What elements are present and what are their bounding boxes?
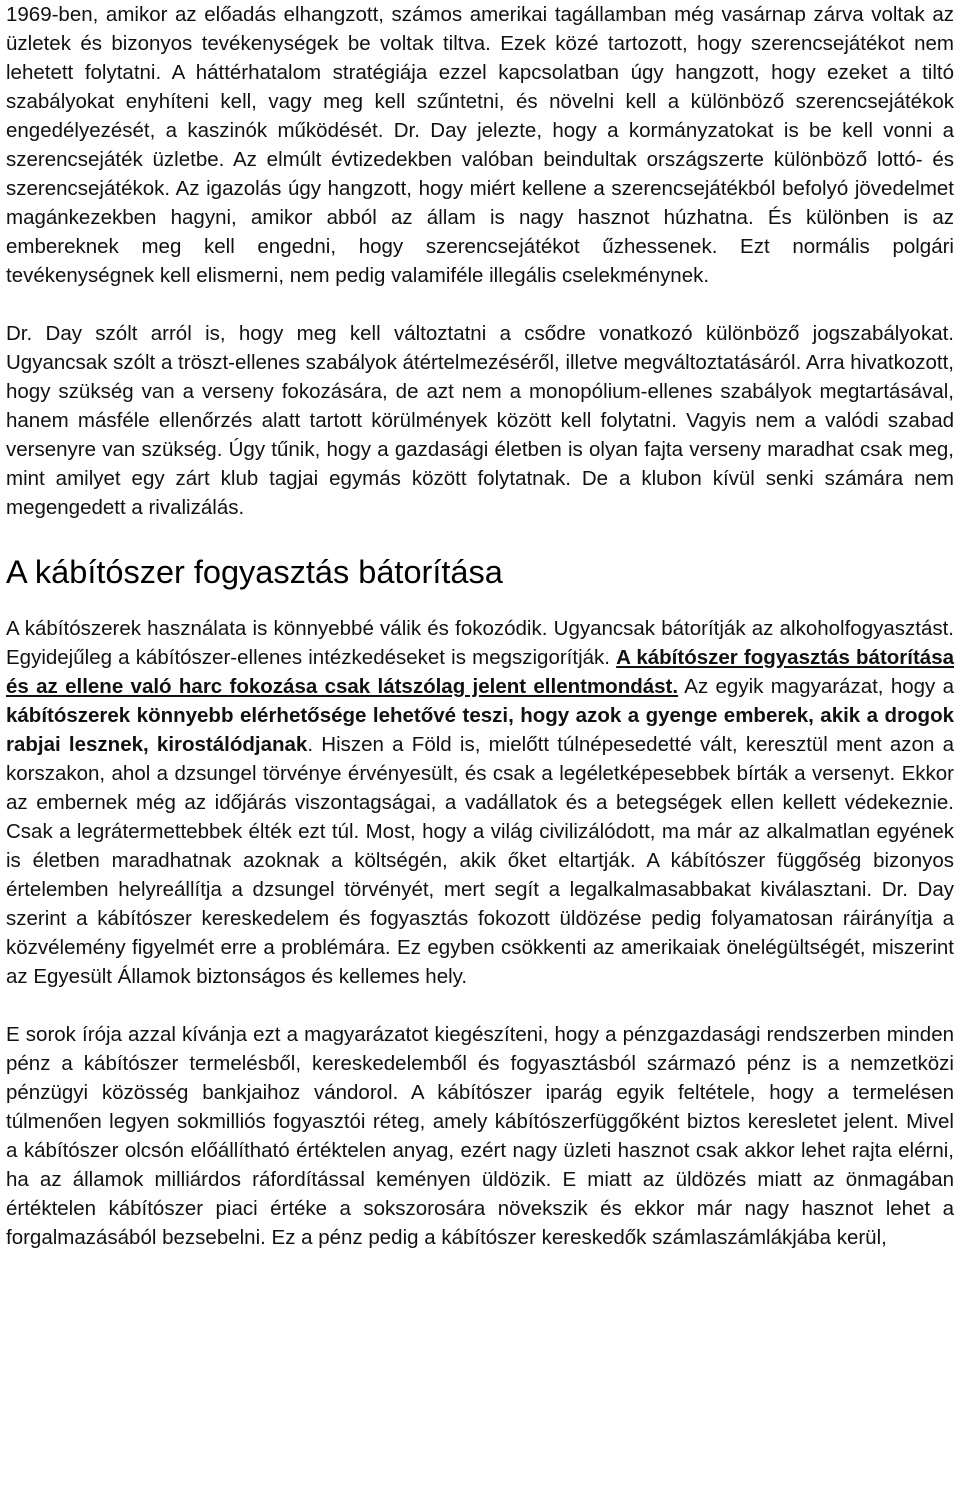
paragraph-gap [6, 290, 954, 319]
section-heading: A kábítószer fogyasztás bátorítása [6, 554, 503, 590]
paragraph-author-comment: E sorok írója azzal kívánja ezt a magyarázatot kiegészíteni, hogy a pénzgazdasági rendszerben minden pénz a kábítószer termelésből, kereskedelemből és fogyasztásból származó pénz is a nemzetközi pénzügyi közösség bankjaihoz vándorol. A kábítószer iparág egyik feltétele, hogy a termelésen túlmenően legyen sokmilliós fogyasztói réteg, amely kábítószerfüggőként biztos keresletet jelent. Mivel a kábítószer olcsón előállítható értéktelen anyag, ezért nagy üzleti hasznot csak akkor lehet rajta elérni, ha az államok milliárdos ráfordítással keményen üldözik. E miatt az üldözés miatt az önmagában értéktelen kábítószer piaci értéke a sokszorosára növekszik és ekkor már nagy hasznot lehet a forgalmazásából bezsebelni. Ez a pénz pedig a kábítószer kereskedők számlaszámlákjába kerül, [6, 1023, 954, 1249]
drugs-underlined-statement: A kábítószer fogyasztás bátorítása és az ellene való harc fokozása csak látszólag jelent ellentmondást. [6, 646, 954, 698]
document-page [6, 0, 954, 1252]
drugs-bold-statement: kábítószerek könnyebb elérhetősége lehetővé teszi, hogy azok a gyenge emberek, akik a drogok rabjai lesznek, kirostálódjanak [6, 704, 954, 756]
drugs-text-mid: Az egyik magyarázat, hogy a [678, 675, 955, 698]
paragraph-gap [6, 991, 954, 1020]
paragraph-drugs [6, 614, 954, 991]
drugs-text-start: A kábítószerek használata is könnyebbé válik és fokozódik. Ugyancsak bátorítják az alkoholfogyasztást. Egyidejűleg a kábítószer-ellenes intézkedéseket is megszigorítják. [6, 617, 954, 669]
drugs-text-end: . Hiszen a Föld is, mielőtt túlnépesedetté vált, keresztül ment azon a korszakon, ahol a dzsungel törvénye érvényesült, és csak a legéletképesebbek bírták a versenyt. Ekkor az embernek még az időjárás viszontagságai, a vadállatok és a betegségek ellen kellett védekeznie. Csak a legrátermettebbek élték ezt túl. Most, hogy a világ civilizálódott, ma már az alkalmatlan egyének is életben maradhatnak azoknak a költségén, akik őket eltartják. A kábítószer függőség bizonyos értelemben helyreállítja a dzsungel törvényét, mert segít a legalkalmasabbakat kiválasztani. Dr. Day szerint a kábítószer kereskedelem és fogyasztás fokozott üldözése pedig folyamatosan ráirányítja a közvélemény figyelmét erre a problémára. Ez egyben csökkenti az amerikaiak önelégültségét, miszerint az Egyesült Államok biztonságos és kellemes hely. [6, 733, 954, 988]
paragraph-gambling: 1969-ben, amikor az előadás elhangzott, számos amerikai tagállamban még vasárnap zárva voltak az üzletek és bizonyos tevékenységek be voltak tiltva. Ezek közé tartozott, hogy szerencsejátékot nem lehetett folytatni. A háttérhatalom stratégiája ezzel kapcsolatban úgy hangzott, hogy ezeket a tiltó szabályokat enyhíteni kell, vagy meg kell szűntetni, és növelni kell a különböző szerencsejátékok engedélyezését, a kaszinók működését. Dr. Day jelezte, hogy a kormányzatokat is be kell vonni a szerencsejáték üzletbe. Az elmúlt évtizedekben valóban beindultak országszerte különböző lottó- és szerencsejátékok. Az igazolás úgy hangzott, hogy miért kellene a szerencsejátékból befolyó jövedelmet magánkezekben hagyni, amikor abból az állam is nagy hasznot húzhatna. És különben is az embereknek meg kell engedni, hogy szerencsejátékot űzhessenek. Ezt normális polgári tevékenységnek kell elismerni, nem pedig valamiféle illegális cselekménynek. [6, 3, 954, 287]
paragraph-competition: Dr. Day szólt arról is, hogy meg kell változtatni a csődre vonatkozó különböző jogszabályokat. Ugyancsak szólt a tröszt-ellenes szabályok átértelmezéséről, illetve megváltoztatásáról. Arra hivatkozott, hogy szükség van a verseny fokozására, de azt nem a monopólium-ellenes szabályok megtartásával, hanem másféle ellenőrzés alatt tartott körülmények között kell folytatni. Vagyis nem a valódi szabad versenyre van szükség. Úgy tűnik, hogy a gazdasági életben is olyan fajta verseny maradhat csak meg, mint amilyet egy zárt klub tagjai egymás között folytatnak. De a klubon kívül senki számára nem megengedett a rivalizálás. [6, 322, 954, 519]
